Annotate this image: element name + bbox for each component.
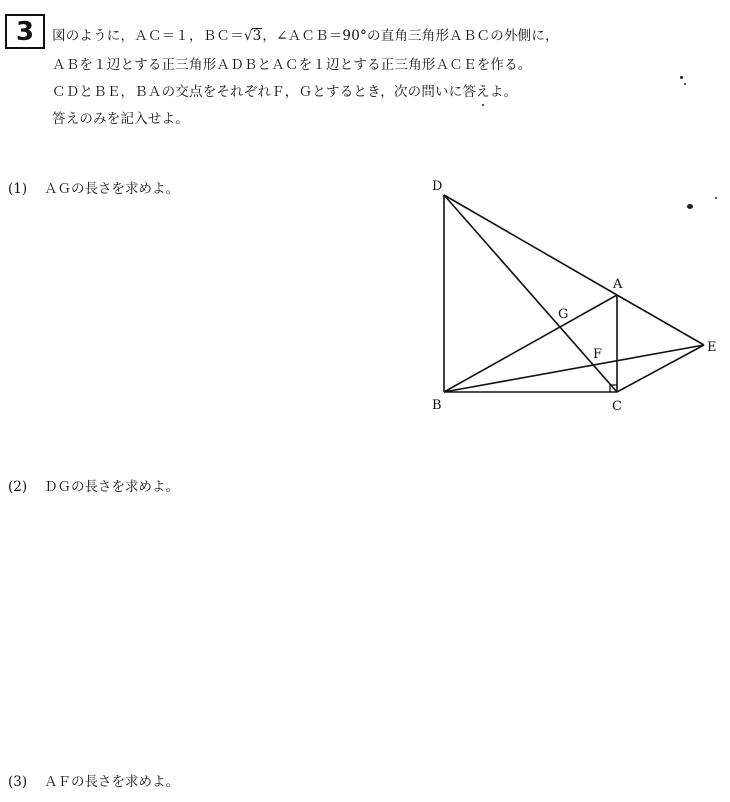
segment-CE [617, 345, 704, 392]
label-F: F [593, 347, 603, 362]
label-A: A [613, 277, 623, 292]
question-3-text: ＡＦの長さを求めよ。 [44, 774, 179, 790]
segment-BE [444, 345, 704, 392]
scan-speck [687, 204, 693, 209]
question-2-number: (2) [8, 479, 28, 495]
question-2-text: ＤＧの長さを求めよ。 [44, 479, 179, 495]
label-B: B [432, 398, 442, 413]
problem-line-1-post: ，∠ＡＣＢ＝90°の直角三角形ＡＢＣの外側に， [262, 28, 559, 44]
problem-line-1: 図のように，ＡＣ＝１，ＢＣ＝√3，∠ＡＣＢ＝90°の直角三角形ＡＢＣの外側に， [52, 28, 559, 44]
problem-line-3: ＣＤとＢＥ，ＢＡの交点をそれぞれＦ，Ｇとするとき，次の問いに答えよ。 [52, 84, 518, 100]
segment-DA [444, 195, 617, 295]
sqrt-value: 3 [252, 28, 262, 44]
problem-line-4: 答えのみを記入せよ。 [52, 111, 189, 127]
problem-line-1-pre: 図のように，ＡＣ＝１，ＢＣ＝ [52, 28, 244, 44]
question-3-number: (3) [8, 774, 28, 790]
label-D: D [432, 179, 443, 194]
question-1-text: ＡＧの長さを求めよ。 [44, 181, 179, 197]
scan-speck [482, 104, 484, 106]
scan-speck [684, 83, 686, 85]
problem-line-2: ＡＢを１辺とする正三角形ＡＤＢとＡＣを１辺とする正三角形ＡＣＥを作る。 [52, 57, 532, 73]
label-G: G [558, 307, 569, 322]
problem-number: 3 [15, 16, 35, 47]
scan-speck [680, 76, 683, 79]
scan-speck [715, 197, 717, 199]
segment-BA [444, 295, 617, 392]
segment-AE [617, 295, 704, 345]
figure-lines [444, 195, 704, 392]
label-E: E [707, 340, 717, 355]
segment-DC [444, 195, 617, 392]
label-C: C [612, 399, 622, 414]
question-1-number: (1) [8, 181, 28, 197]
